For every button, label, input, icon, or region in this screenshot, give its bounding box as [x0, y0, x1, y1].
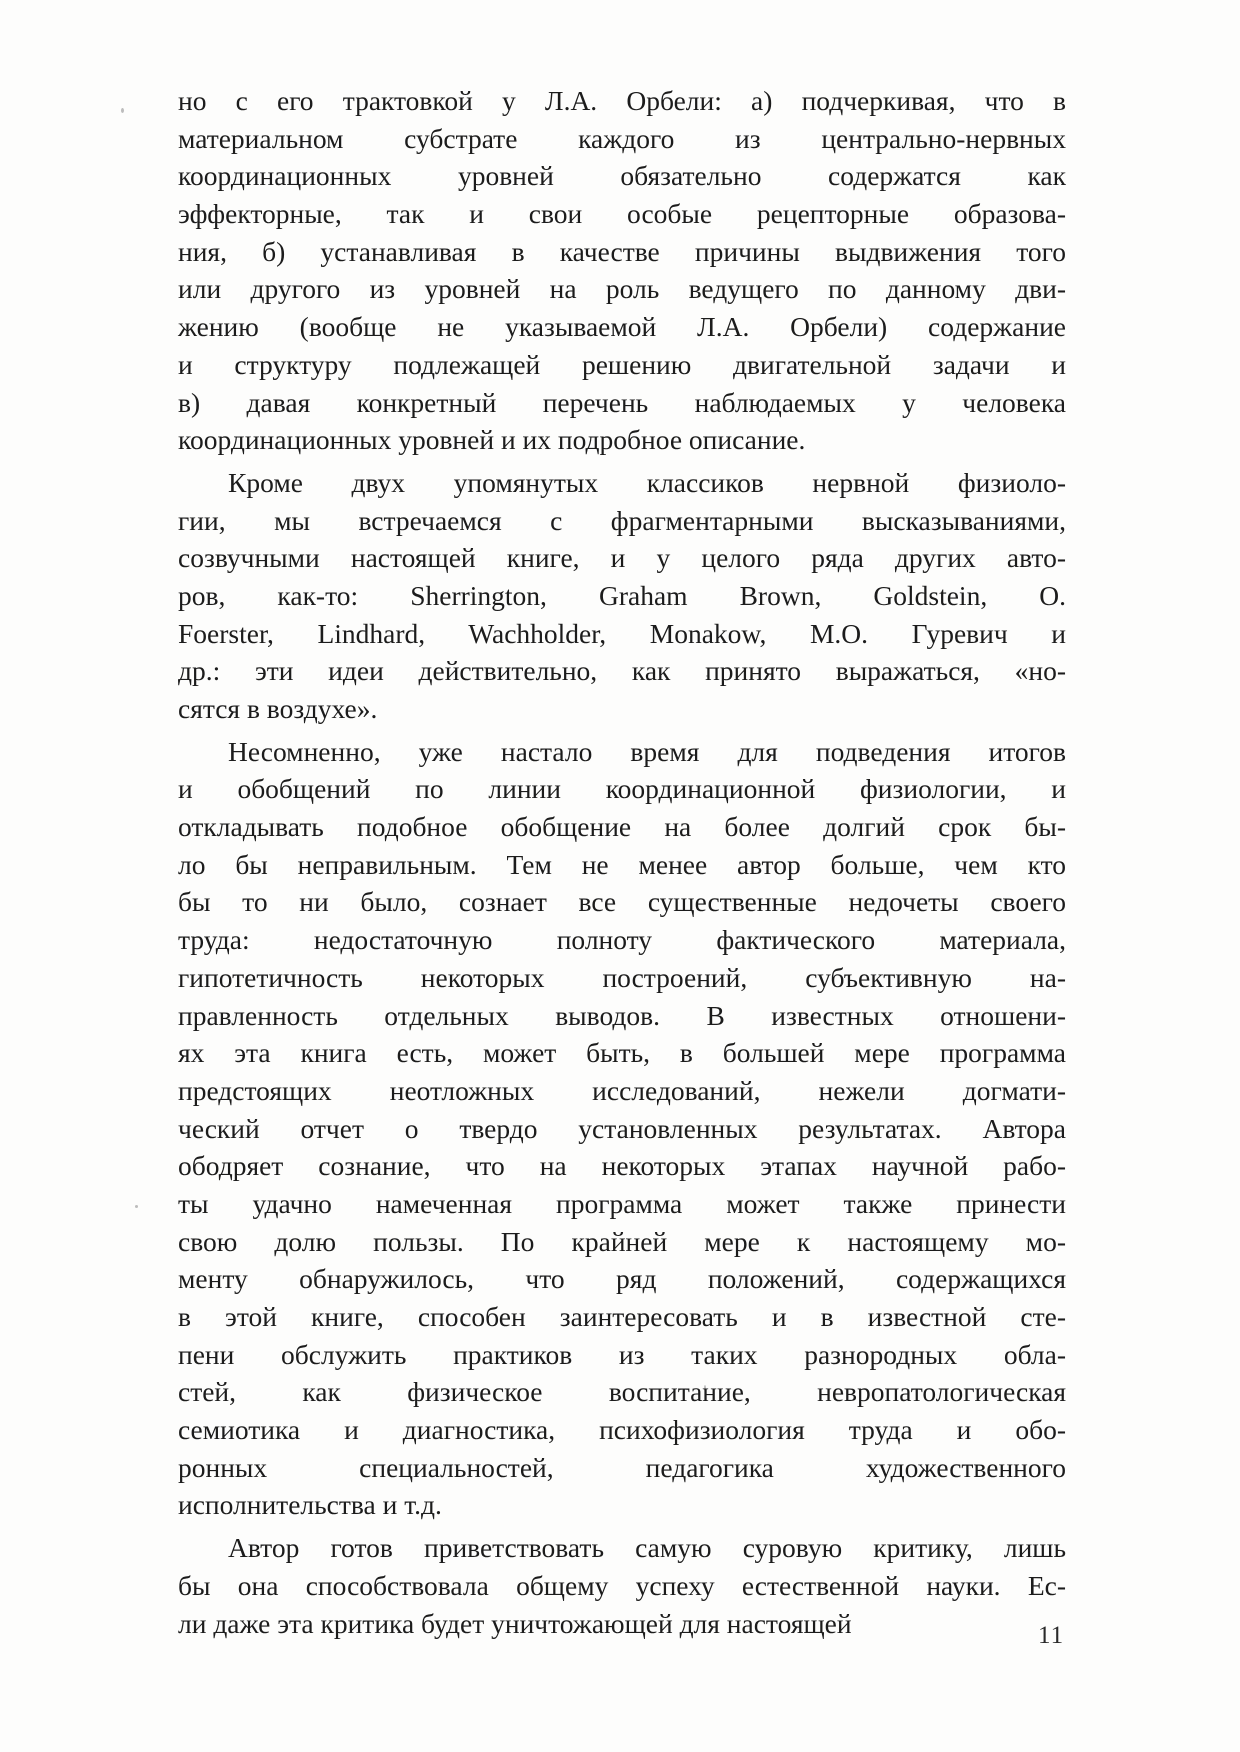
scan-speck [121, 108, 124, 113]
text-line: ободряет сознание, что на некоторых этапах научной рабо- [178, 1150, 1066, 1182]
paragraph [178, 733, 1066, 1524]
text-line: гии, мы встречаемся с фрагментарными высказываниями, [178, 504, 1066, 536]
text-line: ронных специальностей, педагогика художественного [178, 1451, 1066, 1483]
text-line: бы то ни было, сознает все существенные недочеты своего [178, 886, 1066, 918]
text-line: откладывать подобное обобщение на более долгий срок бы- [178, 811, 1066, 843]
text-line: Автор готов приветствовать самую суровую критику, лишь [228, 1532, 1066, 1564]
paragraph [178, 1529, 1066, 1642]
text-line: труда: недостаточную полноту фактического материала, [178, 924, 1066, 956]
text-line: ях эта книга есть, может быть, в большей мере программа [178, 1037, 1066, 1069]
text-line: исполнительства и т.д. [178, 1489, 442, 1521]
text-line: в) давая конкретный перечень наблюдаемых у человека [178, 386, 1066, 418]
text-line: гипотетичность некоторых построений, субъективную на- [178, 961, 1066, 993]
text-line: пени обслужить практиков из таких разнородных обла- [178, 1338, 1066, 1370]
text-line: координационных уровней и их подробное описание. [178, 424, 806, 456]
text-line: бы она способствовала общему успеху естественной науки. Ес- [178, 1569, 1066, 1601]
text-line: материальном субстрате каждого из центрально-нервных [178, 122, 1066, 154]
text-line: координационных уровней обязательно содержатся как [178, 160, 1066, 192]
text-line: Кроме двух упомянутых классиков нервной физиоло- [228, 466, 1066, 498]
text-line: ли даже эта критика будет уничтожающей для настоящей [178, 1607, 852, 1639]
text-line: эффекторные, так и свои особые рецепторные образова- [178, 198, 1066, 230]
text-line: менту обнаружилось, что ряд положений, содержащихся [178, 1263, 1066, 1295]
text-line: ло бы неправильным. Тем не менее автор больше, чем кто [178, 848, 1066, 880]
text-line: созвучными настоящей книге, и у целого ряда других авто- [178, 542, 1066, 574]
body-text [178, 82, 1066, 1647]
text-line: ния, б) устанавливая в качестве причины выдвижения того [178, 235, 1066, 267]
text-line: стей, как физическое воспитание, невропатологическая [178, 1376, 1066, 1408]
scan-speck [135, 1205, 138, 1208]
page-number: 11 [1038, 1622, 1065, 1649]
text-line: жению (вообще не указываемой Л.А. Орбели) содержание [178, 311, 1066, 343]
text-line: Foerster, Lindhard, Wachholder, Monakow, М.О. Гуревич и [178, 617, 1066, 649]
text-line: семиотика и диагностика, психофизиология труда и обо- [178, 1414, 1066, 1446]
text-line: в этой книге, способен заинтересовать и в известной сте- [178, 1301, 1066, 1332]
paragraph [178, 464, 1066, 728]
text-line: или другого из уровней на роль ведущего по данному дви- [178, 273, 1066, 305]
text-line: ческий отчет о твердо установленных результатах. Автора [178, 1112, 1066, 1144]
text-line: др.: эти идеи действительно, как принято выражаться, «но- [178, 655, 1066, 687]
text-line: ты удачно намеченная программа может также принести [178, 1187, 1066, 1219]
text-line: и обобщений по линии координационной физиологии, и [178, 773, 1066, 805]
text-line: предстоящих неотложных исследований, нежели догмати- [178, 1074, 1066, 1106]
text-line: но с его трактовкой у Л.А. Орбели: а) подчеркивая, что в [178, 85, 1066, 116]
text-line: сятся в воздухе». [178, 693, 378, 724]
text-line: свою долю пользы. По крайней мере к настоящему мо- [178, 1225, 1066, 1257]
paragraph [178, 82, 1066, 459]
text-line: и структуру подлежащей решению двигательной задачи и [178, 348, 1066, 380]
text-line: ров, как-то: Sherrington, Graham Brown, Goldstein, O. [178, 579, 1066, 611]
text-line: Несомненно, уже настало время для подведения итогов [228, 735, 1066, 767]
text-line: правленность отдельных выводов. В известных отношени- [178, 999, 1066, 1031]
